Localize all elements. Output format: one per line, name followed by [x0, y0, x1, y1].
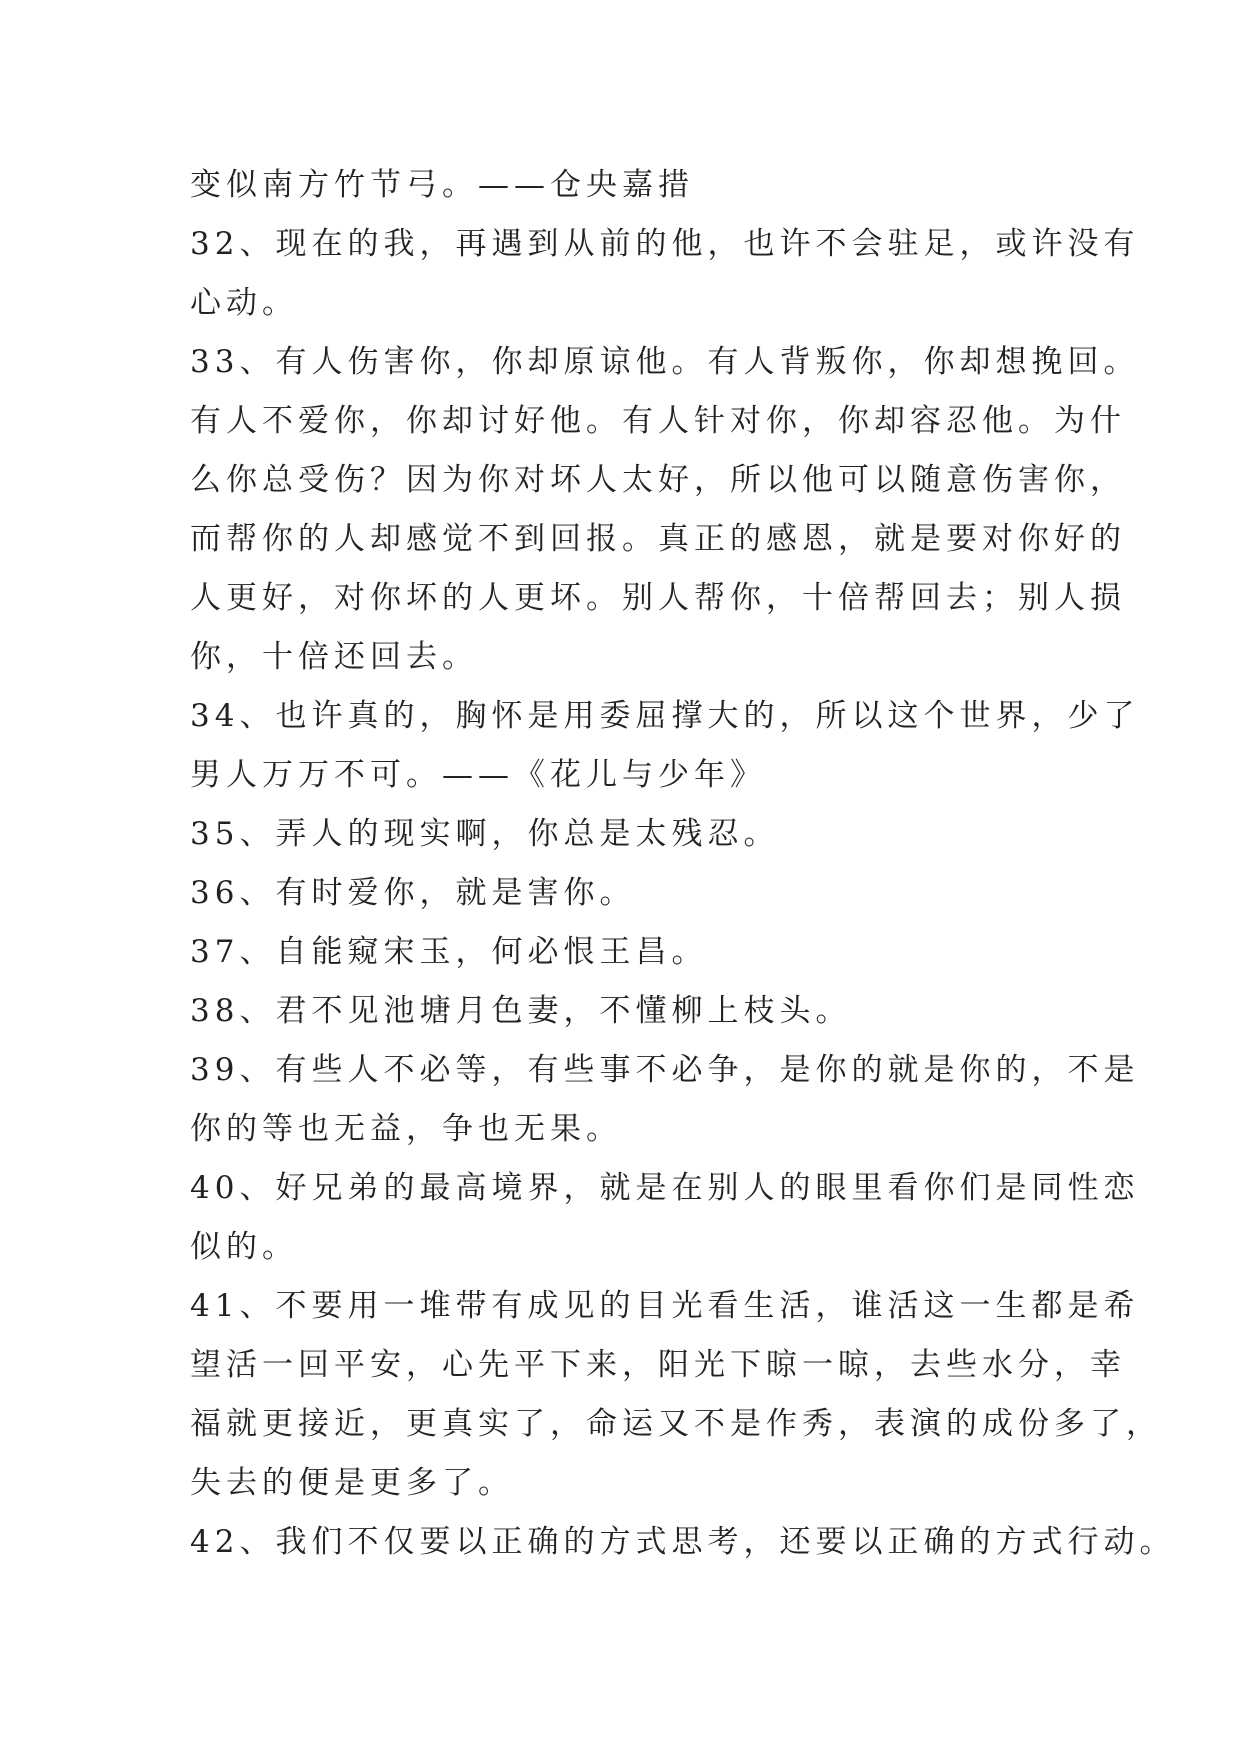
text-line: 37、自能窥宋玉，何必恨王昌。: [190, 934, 708, 970]
paragraph-quote-37: [190, 923, 1070, 982]
text-line: 男人万万不可。——《花儿与少年》: [190, 757, 766, 793]
text-line: 35、弄人的现实啊，你总是太残忍。: [190, 816, 780, 852]
text-line: 心动。: [190, 285, 298, 321]
paragraph-quote-33: [190, 333, 1140, 687]
text-line: 而帮你的人却感觉不到回报。真正的感恩，就是要对你好的: [190, 521, 1126, 557]
text-line: 42、我们不仅要以正确的方式思考，还要以正确的方式行动。: [190, 1524, 1176, 1560]
text-line: 福就更接近，更真实了，命运又不是作秀，表演的成份多了，: [190, 1406, 1162, 1442]
text-line: 失去的便是更多了。: [190, 1465, 514, 1501]
paragraph-quote-40: [190, 1159, 1140, 1277]
text-line: 有人不爱你，你却讨好他。有人针对你，你却容忍他。为什: [190, 403, 1126, 439]
text-line: 望活一回平安，心先平下来，阳光下晾一晾，去些水分，幸: [190, 1347, 1126, 1383]
text-line: 人更好，对你坏的人更坏。别人帮你，十倍帮回去；别人损: [190, 580, 1126, 616]
paragraph-quote-34: [190, 687, 1140, 805]
text-line: 32、现在的我，再遇到从前的他，也许不会驻足，或许没有: [190, 226, 1140, 262]
paragraph-quote-38: [190, 982, 1070, 1041]
text-line: 40、好兄弟的最高境界，就是在别人的眼里看你们是同性恋: [190, 1170, 1140, 1206]
paragraph-quote-32: [190, 215, 1140, 333]
text-line: 似的。: [190, 1229, 298, 1265]
text-line: 你的等也无益，争也无果。: [190, 1111, 622, 1147]
paragraph-quote-35: [190, 805, 1070, 864]
text-line: 你，十倍还回去。: [190, 639, 478, 675]
paragraph-quote-39: [190, 1041, 1140, 1159]
paragraph-quote-41: [190, 1277, 1162, 1513]
text-line: 变似南方竹节弓。——仓央嘉措: [190, 167, 694, 203]
text-line: 39、有些人不必等，有些事不必争，是你的就是你的，不是: [190, 1052, 1140, 1088]
paragraph-quote-31-tail: [190, 156, 1070, 215]
paragraph-quote-36: [190, 864, 1070, 923]
text-line: 33、有人伤害你，你却原谅他。有人背叛你，你却想挽回。: [190, 344, 1140, 380]
text-line: 41、不要用一堆带有成见的目光看生活，谁活这一生都是希: [190, 1288, 1140, 1324]
text-line: 么你总受伤？因为你对坏人太好，所以他可以随意伤害你，: [190, 462, 1126, 498]
text-line: 38、君不见池塘月色妻，不懂柳上枝头。: [190, 993, 852, 1029]
document-body: [190, 156, 1176, 1572]
text-line: 36、有时爱你，就是害你。: [190, 875, 636, 911]
paragraph-quote-42: [190, 1513, 1176, 1572]
text-line: 34、也许真的，胸怀是用委屈撑大的，所以这个世界，少了: [190, 698, 1140, 734]
